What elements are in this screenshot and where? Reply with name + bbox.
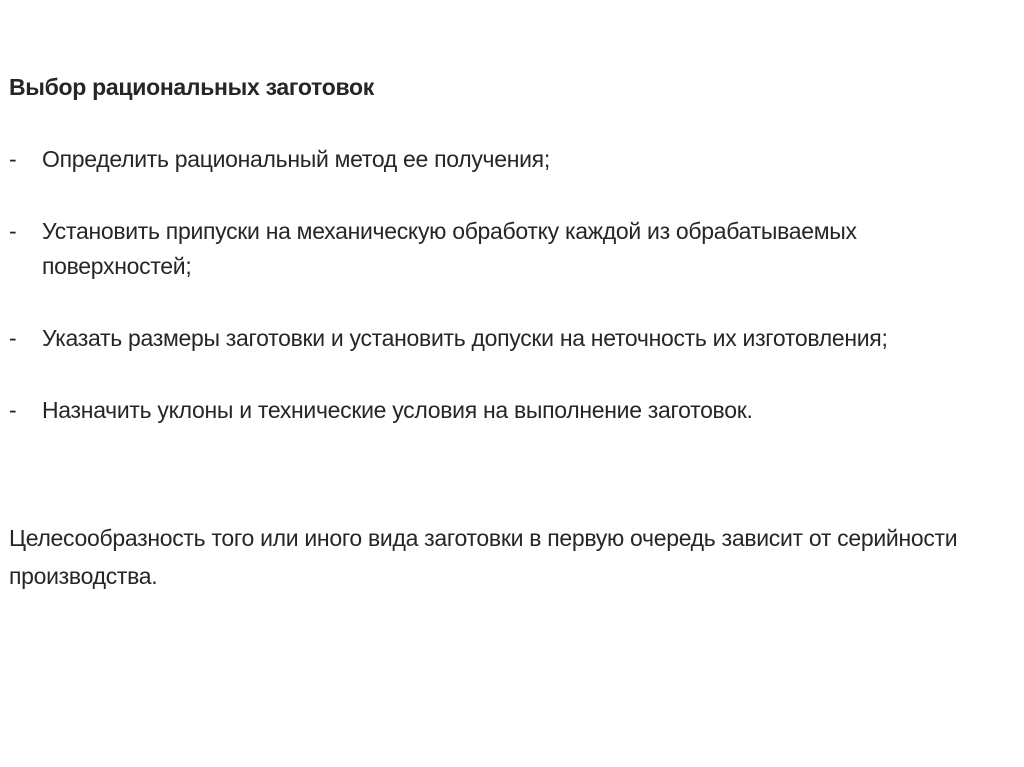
bullet-list	[9, 142, 999, 465]
conclusion-text: Целесообразность того или иного вида заготовки в первую очередь зависит от серийности производства.	[9, 525, 958, 589]
bullet-text: Назначить уклоны и технические условия на выполнение заготовок.	[42, 397, 753, 423]
bullet-item	[9, 321, 999, 356]
bullet-marker: -	[9, 325, 17, 351]
bullet-text: Определить рациональный метод ее получения;	[42, 146, 550, 172]
bullet-item	[9, 214, 999, 284]
slide-title: Выбор рациональных заготовок	[9, 74, 374, 100]
bullet-text: Установить припуски на механическую обработку каждой из обрабатываемых поверхностей;	[42, 218, 857, 279]
bullet-item	[9, 142, 999, 177]
bullet-marker: -	[9, 146, 17, 172]
bullet-marker: -	[9, 218, 17, 244]
bullet-item	[9, 393, 999, 428]
bullet-text: Указать размеры заготовки и установить допуски на неточность их изготовления;	[42, 325, 888, 351]
bullet-marker: -	[9, 397, 17, 423]
